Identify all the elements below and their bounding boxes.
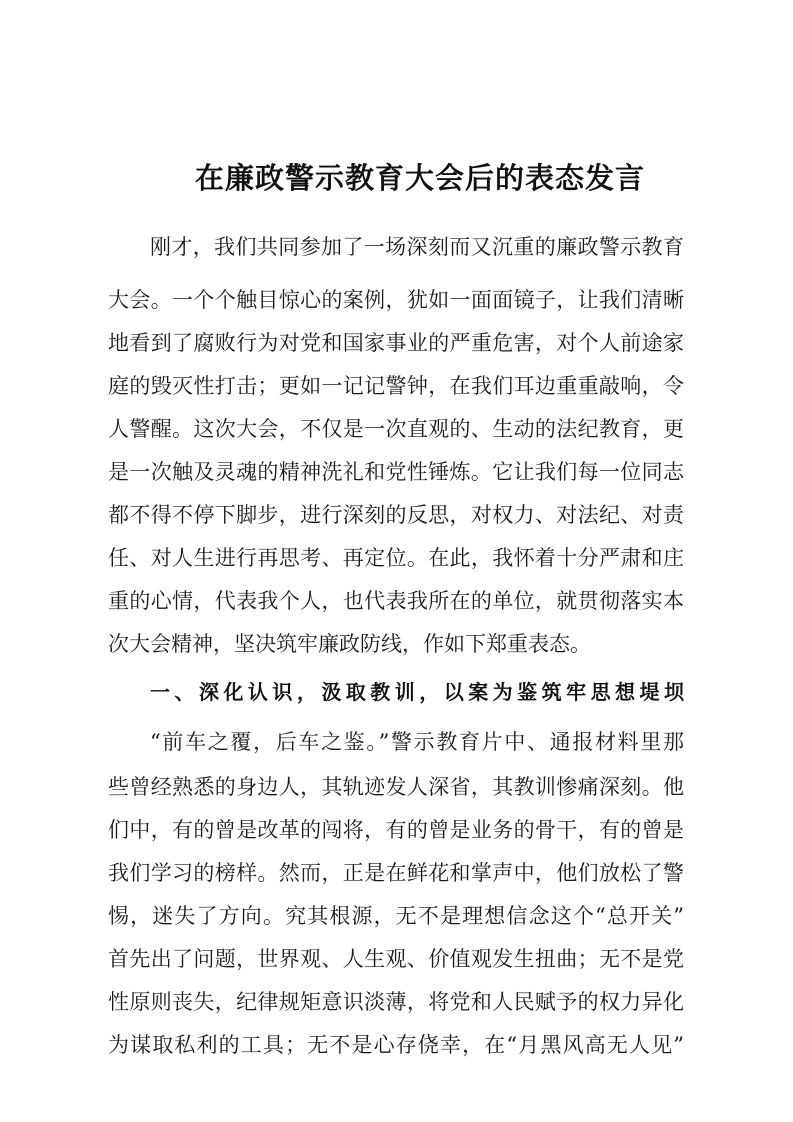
paragraph-1-line: 大会。一个个触目惊心的案例，犹如一面面镜子，让我们清晰 <box>108 288 684 312</box>
section-heading: 一、深化认识，汲取教训，以案为鉴筑牢思想堤坝 <box>150 680 684 704</box>
paragraph-2-line: 性原则丧失，纪律规矩意识淡薄，将党和人民赋予的权力异化 <box>108 990 684 1014</box>
page-title: 在廉政警示教育大会后的表态发言 <box>194 161 645 195</box>
paragraph-1-line: 庭的毁灭性打击；更如一记记警钟，在我们耳边重重敲响，令 <box>108 374 684 398</box>
paragraph-1-line: 是一次触及灵魂的精神洗礼和党性锤炼。它让我们每一位同志 <box>108 460 684 484</box>
paragraph-2-line: 我们学习的榜样。然而，正是在鲜花和掌声中，他们放松了警 <box>108 861 684 885</box>
paragraph-2-line: 们中，有的曾是改革的闯将，有的曾是业务的骨干，有的曾是 <box>108 818 684 842</box>
paragraph-1-line: 人警醒。这次大会，不仅是一次直观的、生动的法纪教育，更 <box>108 417 684 441</box>
paragraph-1-line: 地看到了腐败行为对党和国家事业的严重危害，对个人前途家 <box>108 331 684 355</box>
paragraph-2-line: “前车之覆，后车之鉴。”警示教育片中、通报材料里那 <box>150 730 684 754</box>
paragraph-2-line: 为谋取私利的工具；无不是心存侥幸，在“月黑风高无人见” <box>108 1033 684 1057</box>
paragraph-2-line: 惕，迷失了方向。究其根源，无不是理想信念这个“总开关” <box>108 904 684 928</box>
paragraph-2-line: 些曾经熟悉的身边人，其轨迹发人深省，其教训惨痛深刻。他 <box>108 775 684 799</box>
paragraph-1-line: 次大会精神，坚决筑牢廉政防线，作如下郑重表态。 <box>108 632 591 656</box>
paragraph-1-line: 重的心情，代表我个人，也代表我所在的单位，就贯彻落实本 <box>108 589 684 613</box>
paragraph-1-line: 任、对人生进行再思考、再定位。在此，我怀着十分严肃和庄 <box>108 546 684 570</box>
paragraph-2-line: 首先出了问题，世界观、人生观、价值观发生扭曲；无不是党 <box>108 947 684 971</box>
paragraph-1-line: 都不得不停下脚步，进行深刻的反思，对权力、对法纪、对责 <box>108 503 684 527</box>
paragraph-1-line: 刚才，我们共同参加了一场深刻而又沉重的廉政警示教育 <box>150 235 684 259</box>
